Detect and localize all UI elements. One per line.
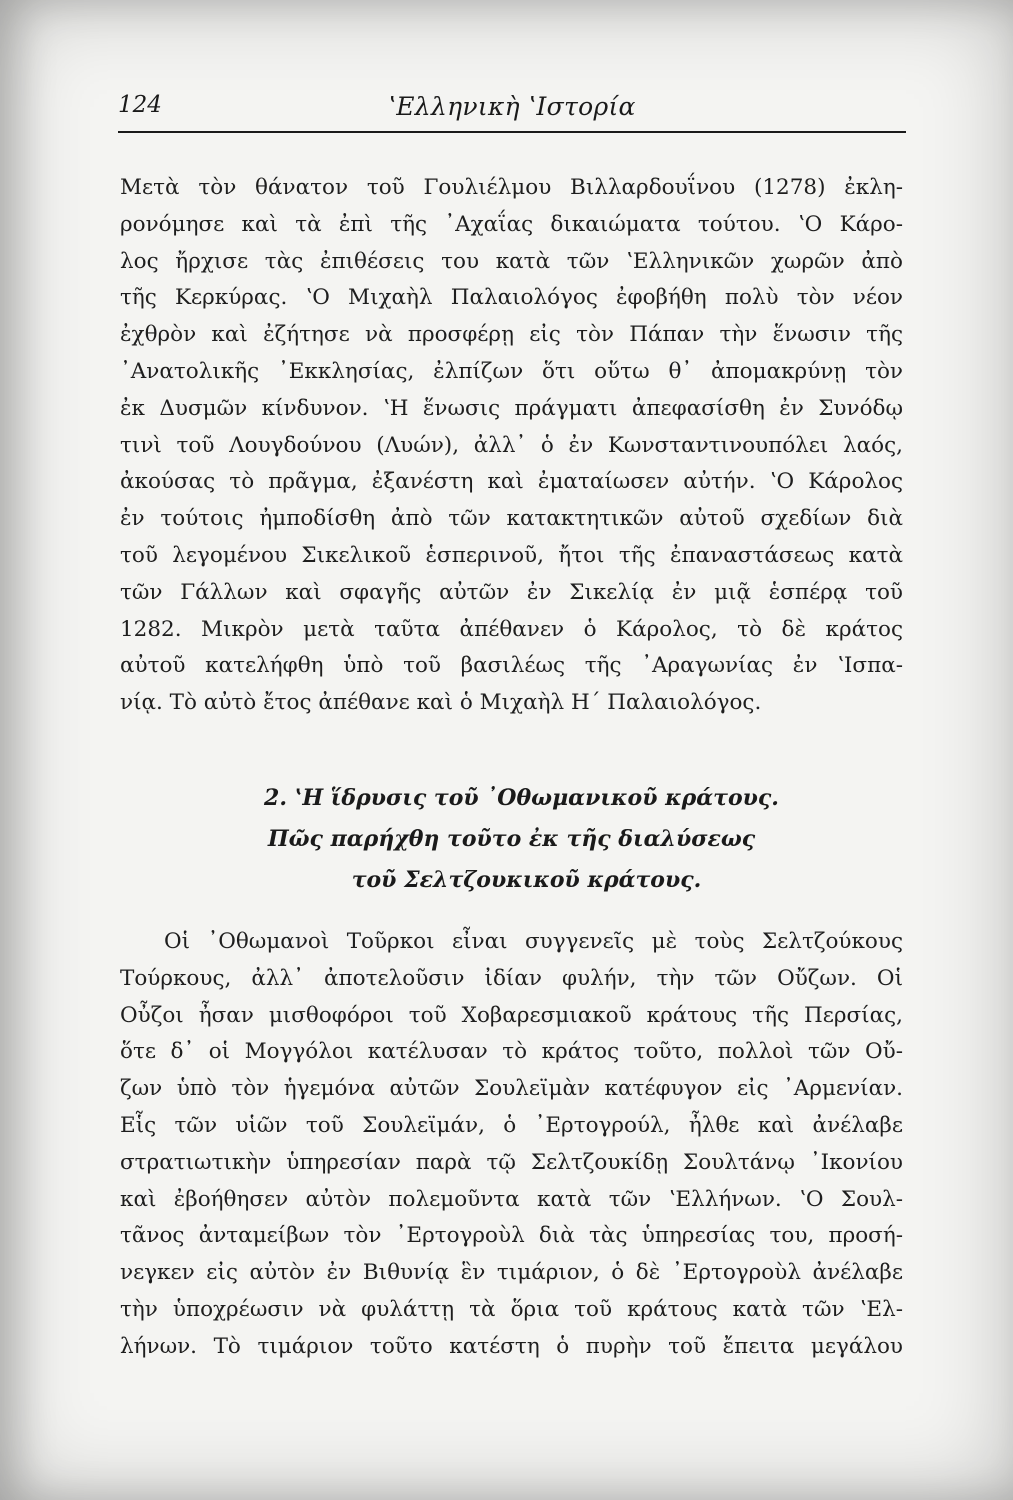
text-line: Μετὰ τὸν θάνατον τοῦ Γουλιέλμου Βιλλαρδουΐνου (1278) ἐκλη- xyxy=(120,175,903,200)
text-line: τινὶ τοῦ Λουγδούνου (Λυών), ἀλλ᾿ ὁ ἐν Κωνσταντινουπόλει λαός, xyxy=(120,432,903,458)
section-heading-line: τοῦ Σελτζουκικοῦ κράτους. xyxy=(351,867,702,893)
section-heading-line: Πῶς παρήχθη τοῦτο ἐκ τῆς διαλύσεως xyxy=(267,826,756,852)
header-rule xyxy=(118,131,906,133)
text-line: ζων ὑπὸ τὸν ἡγεμόνα αὐτῶν Σουλεϊμὰν κατέφυγον εἰς ᾿Αρμενίαν. xyxy=(120,1076,903,1102)
text-line: καὶ ἐβοήθησεν αὐτὸν πολεμοῦντα κατὰ τῶν ʽΕλλήνων. ʽΟ Σουλ- xyxy=(120,1186,903,1212)
running-title: ʽΕλληνικὴ ʽΙστορία xyxy=(388,92,636,121)
text-line: τοῦ λεγομένου Σικελικοῦ ἑσπερινοῦ, ἤτοι τῆς ἐπαναστάσεως κατὰ xyxy=(120,542,903,568)
text-line: ἐν τούτοις ἠμποδίσθη ἀπὸ τῶν κατακτητικῶν αὐτοῦ σχεδίων διὰ xyxy=(120,506,903,532)
paragraph-2 xyxy=(120,924,903,1366)
text-line: Οἱ ᾿Οθωμανοὶ Τοῦρκοι εἶναι συγγενεῖς μὲ τοὺς Σελτζούκους xyxy=(164,929,903,954)
text-line: Εἷς τῶν υἱῶν τοῦ Σουλεϊμάν, ὁ ᾿Ερτογρούλ, ἦλθε καὶ ἀνέλαβε xyxy=(120,1112,903,1138)
text-line: τᾶνος ἀνταμείβων τὸν ᾿Ερτογροὺλ διὰ τὰς ὑπηρεσίας του, προσή- xyxy=(120,1223,903,1249)
text-line: αὐτοῦ κατελήφθη ὑπὸ τοῦ βασιλέως τῆς ᾿Αραγωνίας ἐν ʽΙσπα- xyxy=(120,653,903,679)
text-line: τῶν Γάλλων καὶ σφαγῆς αὐτῶν ἐν Σικελίᾳ ἐν μιᾷ ἑσπέρᾳ τοῦ xyxy=(120,579,903,605)
page-number: 124 xyxy=(118,92,162,118)
text-line: Τούρκους, ἀλλ᾿ ἀποτελοῦσιν ἰδίαν φυλήν, τὴν τῶν Οὔζων. Οἱ xyxy=(120,965,903,991)
text-line: ἐχθρὸν καὶ ἐζήτησε νὰ προσφέρῃ εἰς τὸν Πάπαν τὴν ἕνωσιν τῆς xyxy=(120,322,903,348)
text-line: ᾿Ανατολικῆς ᾿Εκκλησίας, ἐλπίζων ὅτι οὕτω θ᾿ ἀπομακρύνῃ τὸν xyxy=(120,358,903,384)
page-header xyxy=(118,92,903,132)
text-line: ἀκούσας τὸ πρᾶγμα, ἐξανέστη καὶ ἐματαίωσεν αὐτήν. ʽΟ Κάρολος xyxy=(120,469,903,495)
section-heading-line: 2. ʽΗ ἵδρυσις τοῦ ᾿Οθωμανικοῦ κράτους. xyxy=(264,785,779,811)
text-line: λήνων. Τὸ τιμάριον τοῦτο κατέστη ὁ πυρὴν τοῦ ἔπειτα μεγάλου xyxy=(120,1333,903,1359)
text-line: ἐκ Δυσμῶν κίνδυνον. ʽΗ ἕνωσις πράγματι ἀπεφασίσθη ἐν Συνόδῳ xyxy=(120,395,903,421)
text-line: ὅτε δ᾿ οἱ Μογγόλοι κατέλυσαν τὸ κράτος τοῦτο, πολλοὶ τῶν Οὔ- xyxy=(120,1039,903,1065)
text-line: νίᾳ. Τὸ αὐτὸ ἔτος ἀπέθανε καὶ ὁ Μιχαὴλ Η´ Παλαιολόγος. xyxy=(120,690,762,716)
text-line: τῆς Κερκύρας. ʽΟ Μιχαὴλ Παλαιολόγος ἐφοβήθη πολὺ τὸν νέον xyxy=(120,285,903,311)
text-line: τὴν ὑποχρέωσιν νὰ φυλάττῃ τὰ ὅρια τοῦ κράτους κατὰ τῶν ʽΕλ- xyxy=(120,1296,903,1322)
text-line: 1282. Μικρὸν μετὰ ταῦτα ἀπέθανεν ὁ Κάρολος, τὸ δὲ κράτος xyxy=(120,616,903,642)
text-line: στρατιωτικὴν ὑπηρεσίαν παρὰ τῷ Σελτζουκίδῃ Σουλτάνῳ ᾿Ικονίου xyxy=(120,1149,903,1175)
paragraph-1 xyxy=(120,170,903,722)
text-line: Οὖζοι ἦσαν μισθοφόροι τοῦ Χοβαρεσμιακοῦ κράτους τῆς Περσίας, xyxy=(120,1002,903,1028)
text-line: νεγκεν εἰς αὐτὸν ἐν Βιθυνίᾳ ἓν τιμάριον, ὁ δὲ ᾿Ερτογροὺλ ἀνέλαβε xyxy=(120,1260,903,1286)
text-line: λος ἤρχισε τὰς ἐπιθέσεις του κατὰ τῶν ʽΕλληνικῶν χωρῶν ἀπὸ xyxy=(120,248,903,274)
section-heading xyxy=(120,778,903,901)
text-line: ρονόμησε καὶ τὰ ἐπὶ τῆς ᾿Αχαΐας δικαιώματα τούτου. ʽΟ Κάρο- xyxy=(120,211,903,237)
